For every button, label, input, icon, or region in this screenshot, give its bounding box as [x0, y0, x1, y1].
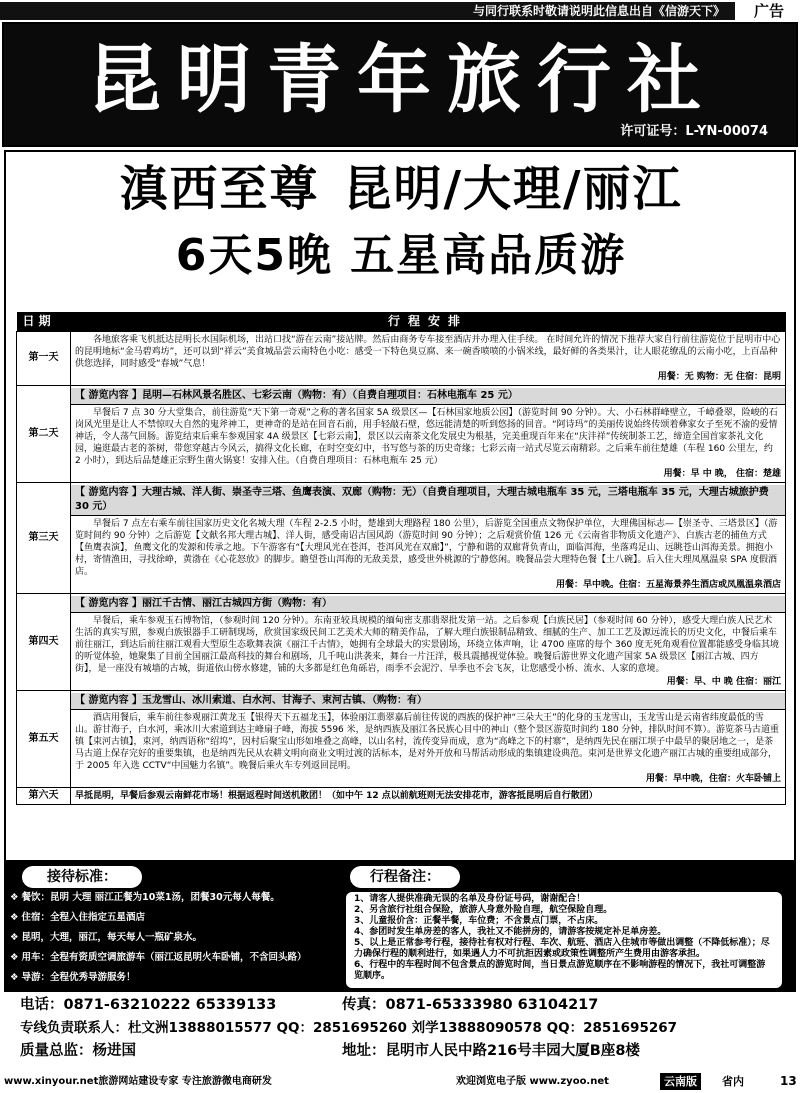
remarks-item: 5、以上是正常参考行程，接待社有权对行程、车次、航班、酒店入住城市等做出调整（不降低标准）；尽力确保行程的顺利进行，如果遇人力不可抗拒因素或政策性调整所产生费用由游客承担。 — [354, 938, 770, 959]
brand-header — [2, 22, 798, 147]
remarks-item: 3、儿童报价含：正餐半餐，车位费；不含景点门票，不占床。 — [354, 916, 604, 926]
contact-info — [0, 994, 800, 1064]
day-route: 【 游览内容 】玉龙雪山、冰川索道、白水河、甘海子、束河古镇、（购物：有） — [71, 693, 785, 710]
day-meal-info: 用餐：早 中 晚， 住宿：楚雄 — [663, 468, 781, 479]
standards-list — [10, 888, 338, 988]
day-label: 第四天 — [17, 593, 71, 690]
brand-name: 昆明青年旅行社 — [87, 37, 717, 123]
headline-title — [6, 154, 796, 224]
itinerary-table — [16, 312, 786, 805]
day-row-5 — [17, 690, 786, 787]
day-meal-info: 用餐：早中晚。住宿：五星海景养生酒店或凤凰温泉酒店 — [555, 579, 781, 590]
day-description: 早餐后 7 点 30 分大堂集合，前往游览“天下第一奇观”之称的著名国家 5A 级景区—【石林国家地质公园】（游览时间 90 分钟）。大、小石林群峰壁立，千嶂叠翠，险峻的石岗风光里是让人不禁惊叹大自然的鬼斧神工，更神奇的是站在回音石前，用手轻敲石壁，悠远能清楚的听到悠扬的回音。“阿诗玛”的美丽传说始终传颂着彝家女子至死不渝的爱情神话，令人荡气回肠。游览结束后乘车参观国家 4A 级景区【七彩云南】，景区以云南茶文化发展史为根基，完美重现百年来在“庆沣祥”传统制茶工艺，缔造全国首家茶礼文化园，遍逛最古老的茶树，带您穿越古今风云，搞得文化长廊，在时空变幻中，书写悠与茶的历史奇缘；七彩云南一站式尽览云南精彩。之后乘车前往楚雄（车程 160 公里左，约 2 小时），到达后品楚雄正宗野生菌火锅宴！安排入住。（自费自理项目：石林电瓶车 25 元） — [75, 407, 778, 466]
source-notice: 与同行联系时敬请说明此信息出自《信游天下》 — [0, 2, 735, 20]
day-content — [71, 787, 786, 804]
day-meal-info: 用餐：早中晚，住宿：火车卧铺上 — [645, 773, 781, 784]
day-label: 第二天 — [17, 385, 71, 482]
day-content — [71, 593, 786, 690]
footer-right-text: 欢迎浏览电子版 www.zyoo.net — [456, 1076, 609, 1087]
day-row-2 — [17, 385, 786, 482]
day-route: 【 游览内容 】丽江千古情、丽江古城四方街（购物：有） — [71, 596, 785, 613]
day-label: 第五天 — [17, 690, 71, 787]
day-label: 第六天 — [17, 787, 71, 804]
day-content — [71, 690, 786, 787]
day-content — [71, 331, 786, 385]
remarks-item: 2、另含旅行社组合保险，旅游人身意外险自理，航空保险自理。 — [354, 905, 613, 915]
license-number: 许可证号：L-YN-00074 — [620, 124, 768, 139]
day-route: 【 游览内容 】大理古城、洋人街、崇圣寺三塔、鱼鹰表演、双廊（购物：无）（自费自理项目，大理古城电瓶车 35 元，三塔电瓶车 35 元，大理古城旅护费 30 元） — [71, 485, 785, 516]
day-content — [71, 385, 786, 482]
day-label: 第一天 — [17, 331, 71, 385]
day-row-4 — [17, 593, 786, 690]
day-meal-info: 用餐：无 购物：无 住宿：昆明 — [657, 371, 781, 382]
day-route: 【 游览内容 】昆明—石林风景名胜区、七彩云南（购物：有）（自费自理项目：石林电瓶车 25 元） — [71, 388, 785, 405]
quality-director: 质量总监：杨进国 — [20, 1043, 136, 1059]
headline-subtitle: 6天5晚 五星高品质游 — [175, 230, 627, 281]
office-address: 地址：昆明市人民中路216号丰园大厦B座8楼 — [342, 1043, 640, 1059]
remarks-list — [346, 892, 782, 988]
day-description: 早餐后 7 点左右乘车前往国家历史文化名城大理（车程 2-2.5 小时，楚雄到大理路程 180 公里），后游览全国重点文物保护单位，大理佛国标志—【崇圣寺、三塔景区】（游览时间约 90 分钟）之后游览【文献名邦大理古城】、洋人街，感受南诏古国风韵（游览时间 90 分钟）；之后观赏价值 126 元《云南省非物质文化遗产》、白族古老的捕鱼方式【鱼鹰表演】，鱼鹰文化的发源和传承之地。下午游客有“【大理风光在苍洱，苍洱风光在双廊】”，宁静和谐的双廊背负青山，面临洱海，坐落鸡足山、远眺苍山洱海美景。拥抱小村，寄情渔田，寻找徐峥，黄渤在《心花怒放》的脚步。瞻望苍山洱海的无敌美景，感受世外桃源的宁静悠闲。晚餐品尝大理特色餐【土八碗】。后入住大理凤凰温泉 SPA 度假酒店。 — [75, 518, 778, 577]
sales-contact: 专线负责联系人：杜文洲13888015577 QQ：2851695260 刘学13888090578 QQ：2851695267 — [20, 1020, 678, 1036]
day-description: 早餐后，乘车参观玉石博物馆，（参观时间 120 分钟）。东南亚较具规模的缅甸密支那翡翠批发第一站。之后参观【白族民居】（参观时间 60 分钟），感受大理白族人民艺术生活的真实写照，参观白族银器手工研制现场，欣赏国家级民间工艺美术大师的精美作品，了解大理白族银制品精致、细腻的生产、加工工艺及源远流长的历史文化，中餐后乘车前往丽江，到达后前往丽江观看大型原生态歌舞表演《丽江千古情》，她拥有全球最大的实景剧场，环绕立体声响，让 4700 座席的每个 360 度无死角观看位置都能感受身临其境的听觉体验，她聚集了目前全国丽江最高科技的舞台和剧场，几千吨山洪袭来，舞台一片汪洋，极具震撼视觉体验。晚餐后游世界文化遗产国家 5A 级景区【丽江古城、四方街】，是一座没有城墙的古城，街道依山傍水修建，铺的大多都是红色角砾岩，雨季不会泥泞、旱季也不会飞灰，让您感受小桥、流水、人家的意境。 — [75, 615, 780, 674]
remarks-title: 行程备注： — [350, 866, 460, 888]
headline-region: 滇西至尊 — [119, 161, 320, 217]
top-notice-bar — [0, 0, 800, 22]
remarks-item: 1、请客人提供准确无误的名单及身份证号码，谢谢配合！ — [354, 894, 586, 904]
standards-item: ❖ 导游：全程优秀导游服务！ — [10, 968, 338, 988]
edition-badge: 云南版 — [660, 1073, 701, 1090]
day-description: 酒店用餐后，乘车前往参观丽江黄龙玉【银得天下五福龙玉】，体验丽江翡翠嘉后前往传说的西族的保护神“三朵大王”的化身的玉龙雪山，玉龙雪山是云南省纬度最低的雪山。游甘海子，白水河，乘冰川大索道到达主峰扇子峰，海拔 5596 米，是纳西族及丽江各民族心目中的神山（整个景区游览时间约 180 分钟，排队时间不算）。游览茶马古道重镇【束河古镇】，束河，纳西语称“绍坞”，因村后聚宝山形如堆叠之高峰，以山名村，流传变异而成，意为“高峰之下的村寨”，是纳西先民在丽江坝子中最早的聚居地之一，是茶马古道上保存完好的重要集镇，也是纳西先民从农耕文明向商业文明过渡的活标本，是对外开放和马帮活动形成的集镇建设典范。束河是世界文化遗产丽江古城的重要组成部分，于 2005 年入选 CCTV“中国魅力名镇”。晚餐后乘火车专列返回昆明。 — [75, 712, 780, 771]
column-header-plan: 行程安排 — [71, 312, 786, 331]
standards-item: ❖ 昆明，大理，丽江，每天每人一瓶矿泉水。 — [10, 928, 338, 948]
day-row-3 — [17, 482, 786, 593]
itinerary-frame — [4, 150, 796, 862]
notes-section — [4, 862, 796, 992]
day-row-6 — [17, 787, 786, 804]
itinerary-header-row — [17, 312, 786, 331]
column-header-day: 日 期 — [17, 312, 71, 331]
standards-title: 接待标准： — [22, 866, 142, 888]
headline-cities: 昆明/大理/丽江 — [343, 161, 683, 217]
ad-label: 广告 — [753, 2, 784, 20]
section-label: 省内 — [722, 1075, 744, 1088]
standards-item: ❖ 用车：全程有资质空调旅游车（丽江返昆明火车卧铺，不含回头路） — [10, 948, 338, 968]
fax-number: 传真：0871-65333980 63104217 — [342, 997, 599, 1013]
standards-item: ❖ 餐饮：昆明 大理 丽江正餐为10菜1汤，团餐30元每人每餐。 — [10, 888, 338, 908]
day-label: 第三天 — [17, 482, 71, 593]
day-meal-info: 用餐：早、中 晚 住宿：丽江 — [666, 676, 781, 687]
day-content — [71, 482, 786, 593]
remarks-item: 6、行程中的车程时间不包含景点的游览时间，当日景点游览顺序在不影响游程的情况下，我社可调整游览顺序。 — [354, 960, 766, 981]
day-row-1 — [17, 331, 786, 385]
day-description: 早抵昆明，早餐后参观云南鲜花市场！根据返程时间送机散团！（如中午 12 点以前航班则无法安排花市，游客抵昆明后自行散团） — [75, 790, 598, 801]
footer-left-text: www.xinyour.net旅游网站建设专家 专注旅游微电商研发 — [4, 1076, 272, 1087]
standards-item: ❖ 住宿：全程入住指定五星酒店 — [10, 908, 338, 928]
page-number: 13 — [780, 1074, 797, 1088]
phone-number: 电话：0871-63210222 65339133 — [20, 997, 277, 1013]
page-footer — [0, 1070, 800, 1093]
day-description: 各地旅客乘飞机抵达昆明长水国际机场，出站口找“游在云南”接站牌。然后由商务专车接至酒店并办理入住手续。 在时间允许的情况下推荐大家自行前往游览位于昆明市中心的昆明地标“金马碧鸡坊”，还可以到“祥云”美食城品尝云南特色小吃：感受一下特色臭豆腐、来一碗香喷喷的小锅米线，最好鲜的各类果汁，让人眼花缭乱的云南小吃，上百品种供您选择，同时感受“春城”气息！ — [75, 334, 781, 369]
remarks-item: 4、参团时发生单房差的客人，我社又不能拼房的，请游客按规定补足单房差。 — [354, 927, 667, 937]
